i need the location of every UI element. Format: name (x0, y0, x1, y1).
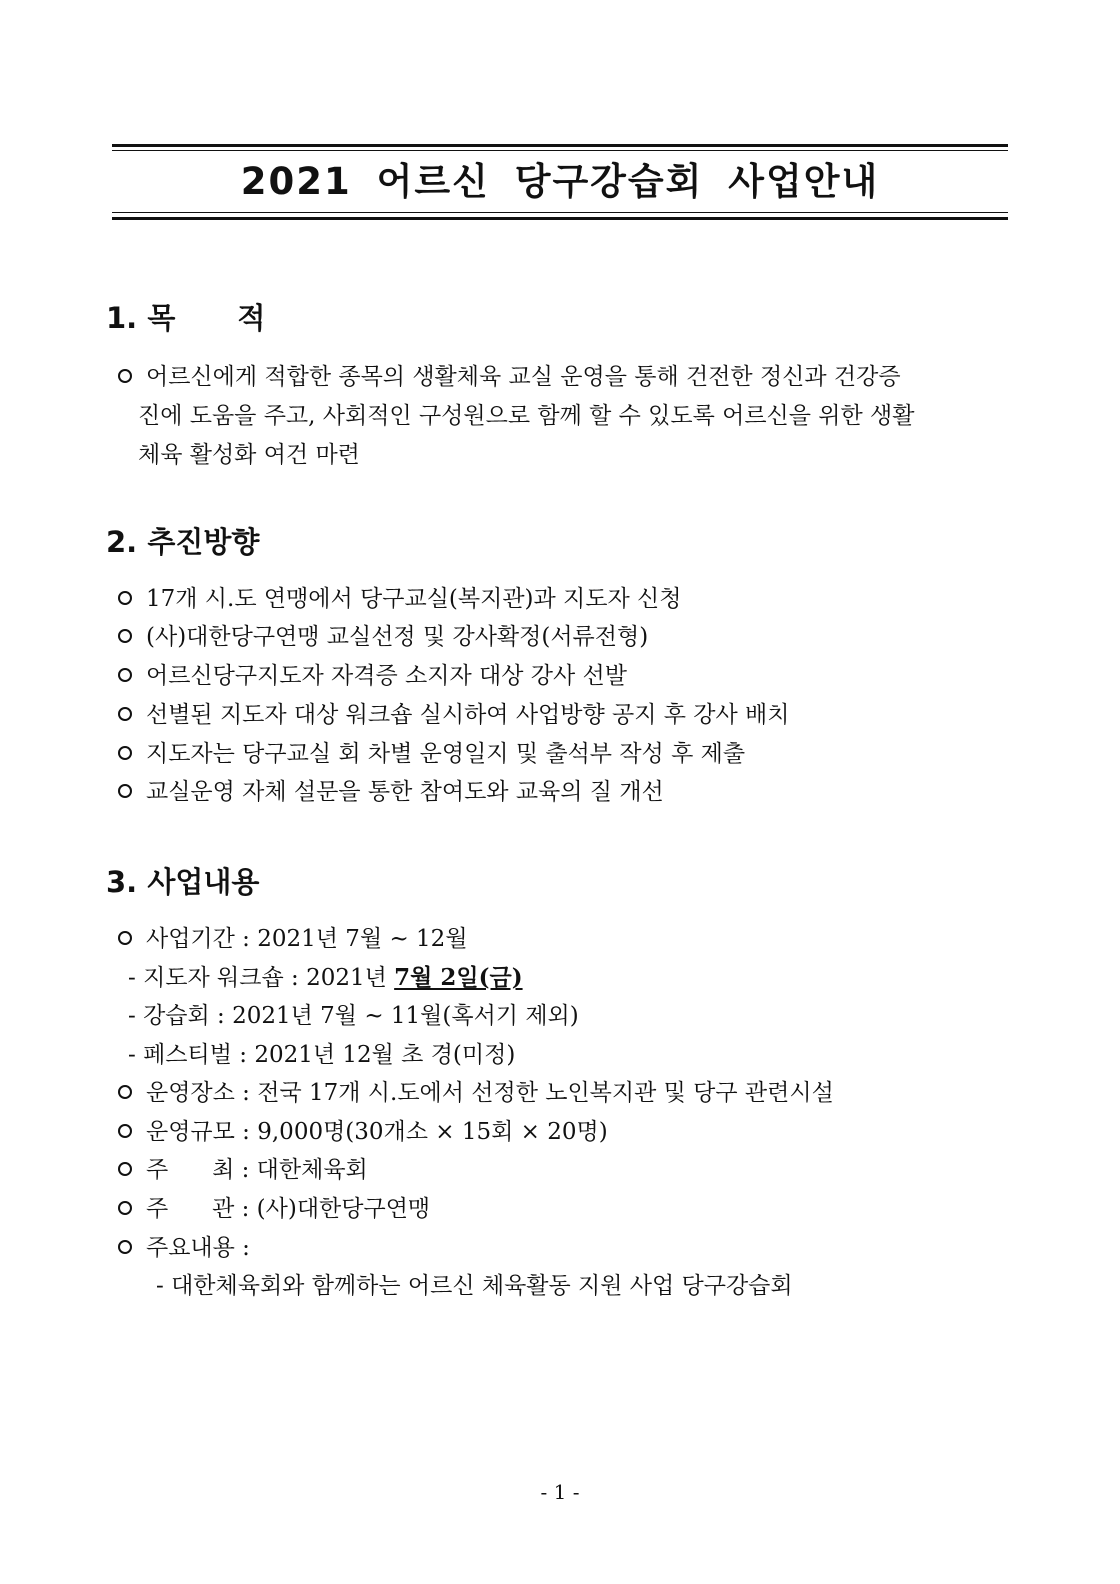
purpose-line: 체육 활성화 여건 마련 (138, 442, 360, 468)
circle-bullet-icon (118, 784, 132, 798)
list-item: (사)대한당구연맹 교실선정 및 강사확정(서류전형) (118, 622, 648, 652)
list-item: 운영규모 : 9,000명(30개소 × 15회 × 20명) (118, 1117, 608, 1147)
list-item: 주요내용 : (118, 1233, 250, 1263)
section-number: 2. (106, 525, 138, 559)
circle-bullet-icon (118, 369, 132, 383)
section-title: 추진방향 (147, 525, 260, 559)
list-item: 17개 시.도 연맹에서 당구교실(복지관)과 지도자 신청 (118, 584, 681, 614)
section-title: 사업내용 (147, 865, 260, 899)
purpose-line: 진에 도움을 주고, 사회적인 구성원으로 함께 할 수 있도록 어르신을 위한 생활 (138, 403, 915, 429)
circle-bullet-icon (118, 1085, 132, 1099)
circle-bullet-icon (118, 591, 132, 605)
list-item: 지도자는 당구교실 회 차별 운영일지 및 출석부 작성 후 제출 (118, 739, 745, 769)
list-item: 사업기간 : 2021년 7월 ~ 12월 (118, 924, 468, 954)
purpose-line: 어르신에게 적합한 종목의 생활체육 교실 운영을 통해 건전한 정신과 건강증 (118, 358, 1006, 397)
page-number: - 1 - (540, 1480, 580, 1504)
sub-item: - 대한체육회와 함께하는 어르신 체육활동 지원 사업 당구강습회 (156, 1273, 793, 1299)
circle-bullet-icon (118, 746, 132, 760)
title-rule-top-thin (112, 150, 1008, 151)
circle-bullet-icon (118, 707, 132, 721)
circle-bullet-icon (118, 1124, 132, 1138)
document-title: 2021 어르신 당구강습회 사업안내 (240, 160, 880, 203)
circle-bullet-icon (118, 668, 132, 682)
sub-item: - 지도자 워크숍 : 2021년 7월 2일(금) (128, 964, 523, 991)
circle-bullet-icon (118, 1162, 132, 1176)
purpose-paragraph (118, 358, 1006, 475)
section-heading-content (106, 864, 259, 900)
list-item: 교실운영 자체 설문을 통한 참여도와 교육의 질 개선 (118, 777, 664, 807)
workshop-date: 7월 2일(금) (394, 964, 523, 991)
section-number: 1. (106, 301, 138, 335)
circle-bullet-icon (118, 931, 132, 945)
sub-item: - 강습회 : 2021년 7월 ~ 11월(혹서기 제외) (128, 1003, 579, 1029)
section-heading-direction (106, 524, 259, 560)
list-item: 주 최 : 대한체육회 (118, 1155, 368, 1185)
title-rule-bottom-thin (112, 212, 1008, 213)
circle-bullet-icon (118, 1201, 132, 1215)
section-number: 3. (106, 865, 138, 899)
section-heading-purpose (106, 300, 265, 336)
title-rule-bottom (112, 217, 1008, 220)
sub-item: - 페스티벌 : 2021년 12월 초 경(미정) (128, 1042, 516, 1068)
circle-bullet-icon (118, 1240, 132, 1254)
circle-bullet-icon (118, 629, 132, 643)
list-item: 주 관 : (사)대한당구연맹 (118, 1194, 430, 1224)
list-item: 선별된 지도자 대상 워크숍 실시하여 사업방향 공지 후 강사 배치 (118, 700, 789, 730)
section-title: 목 적 (147, 301, 266, 335)
list-item: 어르신당구지도자 자격증 소지자 대상 강사 선발 (118, 661, 627, 691)
title-rule-top (112, 144, 1008, 147)
list-item: 운영장소 : 전국 17개 시.도에서 선정한 노인복지관 및 당구 관련시설 (118, 1078, 834, 1108)
title-block (112, 144, 1008, 222)
